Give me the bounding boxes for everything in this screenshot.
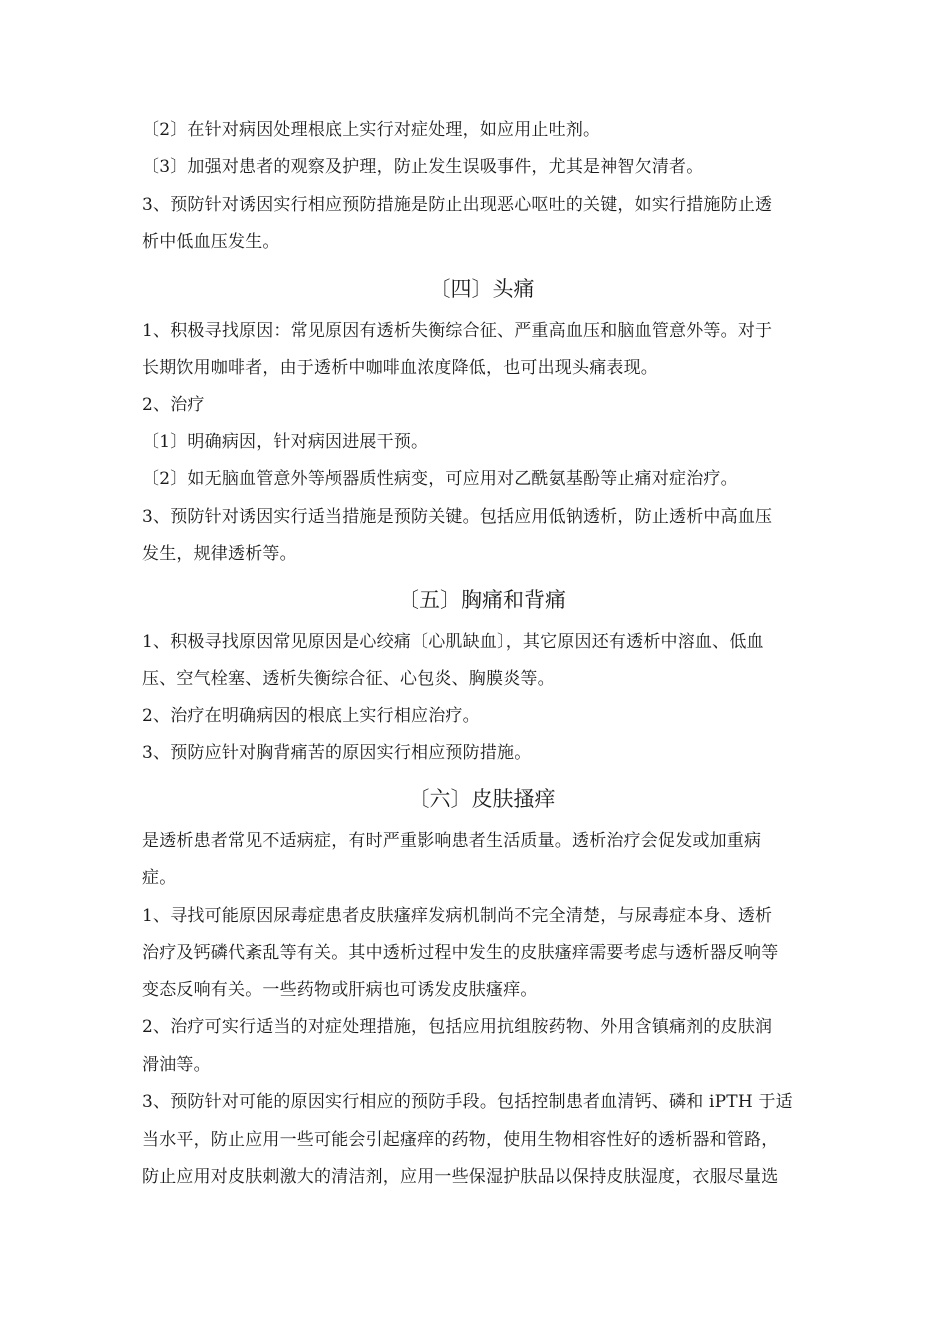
section-heading-headache: 〔四〕头痛	[429, 277, 535, 301]
paragraph-line: 2、治疗在明确病因的根底上实行相应治疗。	[142, 706, 480, 726]
paragraph-line: 〔1〕明确病因，针对病因进展干预。	[142, 432, 429, 452]
paragraph-line: 〔3〕加强对患者的观察及护理，防止发生误吸事件，尤其是神智欠清者。	[142, 157, 704, 177]
paragraph-line: 防止应用对皮肤刺激大的清洁剂，应用一些保湿护肤品以保持皮肤湿度，衣服尽量选	[142, 1167, 779, 1187]
section-heading-chest-back-pain: 〔五〕胸痛和背痛	[398, 588, 566, 612]
paragraph-line: 1、寻找可能原因尿毒症患者皮肤瘙痒发病机制尚不完全清楚，与尿毒症本身、透析	[142, 906, 773, 926]
paragraph-line: 治疗及钙磷代紊乱等有关。其中透析过程中发生的皮肤瘙痒需要考虑与透析器反响等	[142, 943, 779, 963]
paragraph-line: 长期饮用咖啡者，由于透析中咖啡血浓度降低，也可出现头痛表现。	[142, 358, 658, 378]
paragraph-line: 3、预防针对诱因实行适当措施是预防关键。包括应用低钠透析，防止透析中高血压	[142, 507, 773, 527]
paragraph-line: 发生，规律透析等。	[142, 544, 297, 564]
paragraph-line: 变态反响有关。一些药物或肝病也可诱发皮肤瘙痒。	[142, 980, 538, 1000]
section-heading-pruritus: 〔六〕皮肤搔痒	[408, 787, 556, 811]
paragraph-line: 3、预防针对可能的原因实行相应的预防手段。包括控制患者血清钙、磷和 iPTH 于适	[142, 1092, 793, 1112]
paragraph-line: 〔2〕如无脑血管意外等颅器质性病变，可应用对乙酰氨基酚等止痛对症治疗。	[142, 469, 738, 489]
paragraph-line: 2、治疗	[142, 395, 205, 415]
paragraph-line: 〔2〕在针对病因处理根底上实行对症处理，如应用止吐剂。	[142, 120, 601, 140]
paragraph-line: 症。	[142, 868, 177, 888]
paragraph-line: 1、积极寻找原因：常见原因有透析失衡综合征、严重高血压和脑血管意外等。对于	[142, 321, 773, 341]
paragraph-line: 2、治疗可实行适当的对症处理措施，包括应用抗组胺药物、外用含镇痛剂的皮肤润	[142, 1017, 773, 1037]
paragraph-line: 1、积极寻找原因常见原因是心绞痛〔心肌缺血〕，其它原因还有透析中溶血、低血	[142, 632, 764, 652]
paragraph-line: 析中低血压发生。	[142, 232, 280, 252]
paragraph-line: 当水平，防止应用一些可能会引起瘙痒的药物，使用生物相容性好的透析器和管路，	[142, 1130, 779, 1150]
paragraph-line: 滑油等。	[142, 1055, 211, 1075]
paragraph-line: 3、预防应针对胸背痛苦的原因实行相应预防措施。	[142, 743, 532, 763]
paragraph-line: 是透析患者常见不适病症，有时严重影响患者生活质量。透析治疗会促发或加重病	[142, 831, 762, 851]
paragraph-line: 压、空气栓塞、透析失衡综合征、心包炎、胸膜炎等。	[142, 669, 555, 689]
paragraph-line: 3、预防针对诱因实行相应预防措施是防止出现恶心呕吐的关键，如实行措施防止透	[142, 195, 773, 215]
